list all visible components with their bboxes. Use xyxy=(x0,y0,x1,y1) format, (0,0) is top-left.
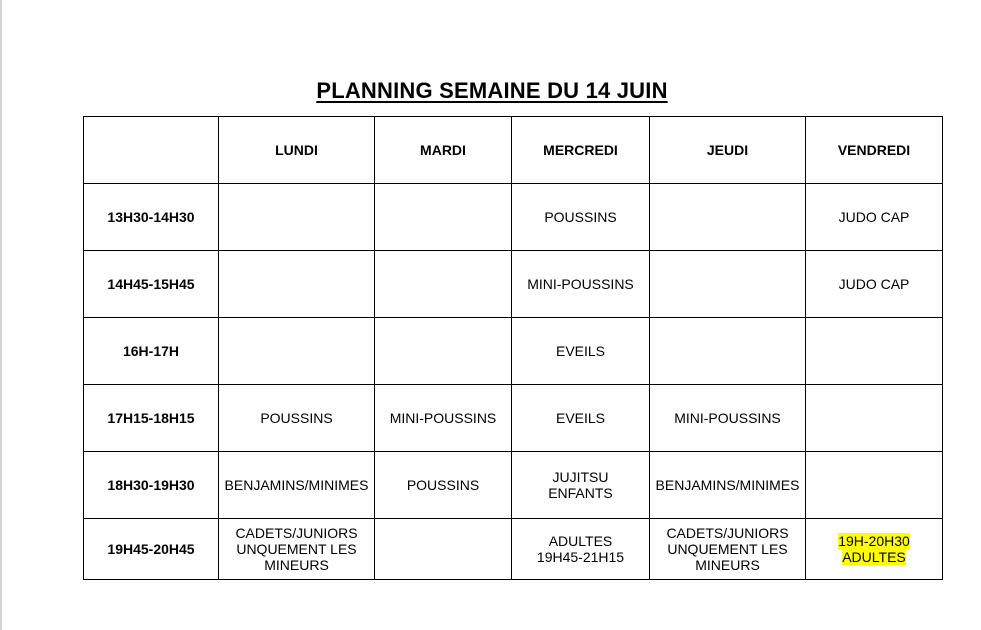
cell-line: ENFANTS xyxy=(548,485,613,501)
cell-line: POUSSINS xyxy=(406,477,480,493)
cell-line: CADETS/JUNIORS xyxy=(235,525,358,541)
schedule-cell xyxy=(375,385,512,452)
header-row xyxy=(84,117,943,184)
table-row xyxy=(84,184,943,251)
cell-line: JUJITSU xyxy=(552,469,609,485)
schedule-cell xyxy=(512,251,650,318)
cell-line: MINEURS xyxy=(695,557,760,573)
highlighted-text: 19H-20H30 xyxy=(838,533,910,549)
schedule-table xyxy=(83,116,943,580)
cell-line: MINI-POUSSINS xyxy=(527,276,634,292)
schedule-cell xyxy=(375,251,512,318)
schedule-cell xyxy=(650,251,806,318)
cell-line: MINI-POUSSINS xyxy=(674,410,781,426)
schedule-cell xyxy=(650,385,806,452)
cell-line: JUDO CAP xyxy=(838,276,910,292)
time-slot: 19H45-20H45 xyxy=(84,519,219,580)
cell-line: EVEILS xyxy=(555,343,606,359)
table-row xyxy=(84,452,943,519)
cell-line: UNQUEMENT LES xyxy=(667,541,788,557)
table-row xyxy=(84,251,943,318)
cell-line: 19H45-21H15 xyxy=(536,549,625,565)
schedule-cell xyxy=(650,318,806,385)
cell-line: BENJAMINS/MINIMES xyxy=(224,477,369,493)
schedule-cell xyxy=(512,318,650,385)
schedule-cell xyxy=(512,385,650,452)
cell-line: CADETS/JUNIORS xyxy=(666,525,789,541)
cell-line: BENJAMINS/MINIMES xyxy=(655,477,800,493)
schedule-cell xyxy=(650,452,806,519)
schedule-cell xyxy=(512,184,650,251)
schedule-cell xyxy=(512,519,650,580)
schedule-cell xyxy=(806,184,943,251)
time-slot: 16H-17H xyxy=(84,318,219,385)
schedule-cell xyxy=(512,452,650,519)
cell-line: ADULTES xyxy=(548,533,613,549)
day-header: JEUDI xyxy=(650,117,806,184)
schedule-cell xyxy=(219,452,375,519)
schedule-cell xyxy=(375,318,512,385)
page-title: PLANNING SEMAINE DU 14 JUIN xyxy=(316,78,668,103)
schedule-cell xyxy=(375,452,512,519)
cell-line: POUSSINS xyxy=(260,410,333,426)
cell-line: MINI-POUSSINS xyxy=(389,410,497,426)
schedule-cell xyxy=(219,519,375,580)
cell-line: JUDO CAP xyxy=(838,209,910,225)
table-row xyxy=(84,318,943,385)
schedule-cell xyxy=(806,452,943,519)
schedule-cell xyxy=(375,184,512,251)
schedule-cell xyxy=(650,184,806,251)
table-row xyxy=(84,385,943,452)
time-slot: 18H30-19H30 xyxy=(84,452,219,519)
day-header: LUNDI xyxy=(219,117,375,184)
day-header: MARDI xyxy=(375,117,512,184)
schedule-cell xyxy=(806,318,943,385)
corner-cell xyxy=(84,117,219,184)
cell-line: EVEILS xyxy=(555,410,606,426)
cell-line: UNQUEMENT LES xyxy=(236,541,357,557)
schedule-cell xyxy=(650,519,806,580)
schedule-cell xyxy=(219,251,375,318)
table-row xyxy=(84,519,943,580)
schedule-cell xyxy=(219,184,375,251)
time-slot: 13H30-14H30 xyxy=(84,184,219,251)
time-slot: 17H15-18H15 xyxy=(84,385,219,452)
schedule-cell xyxy=(219,385,375,452)
schedule-cell xyxy=(806,385,943,452)
schedule-cell xyxy=(219,318,375,385)
highlighted-text: ADULTES xyxy=(842,549,906,565)
schedule-cell xyxy=(806,251,943,318)
schedule-cell xyxy=(806,519,943,580)
cell-line: POUSSINS xyxy=(544,209,617,225)
schedule-cell xyxy=(375,519,512,580)
time-slot: 14H45-15H45 xyxy=(84,251,219,318)
cell-line: MINEURS xyxy=(264,557,329,573)
day-header: MERCREDI xyxy=(512,117,650,184)
day-header: VENDREDI xyxy=(806,117,943,184)
